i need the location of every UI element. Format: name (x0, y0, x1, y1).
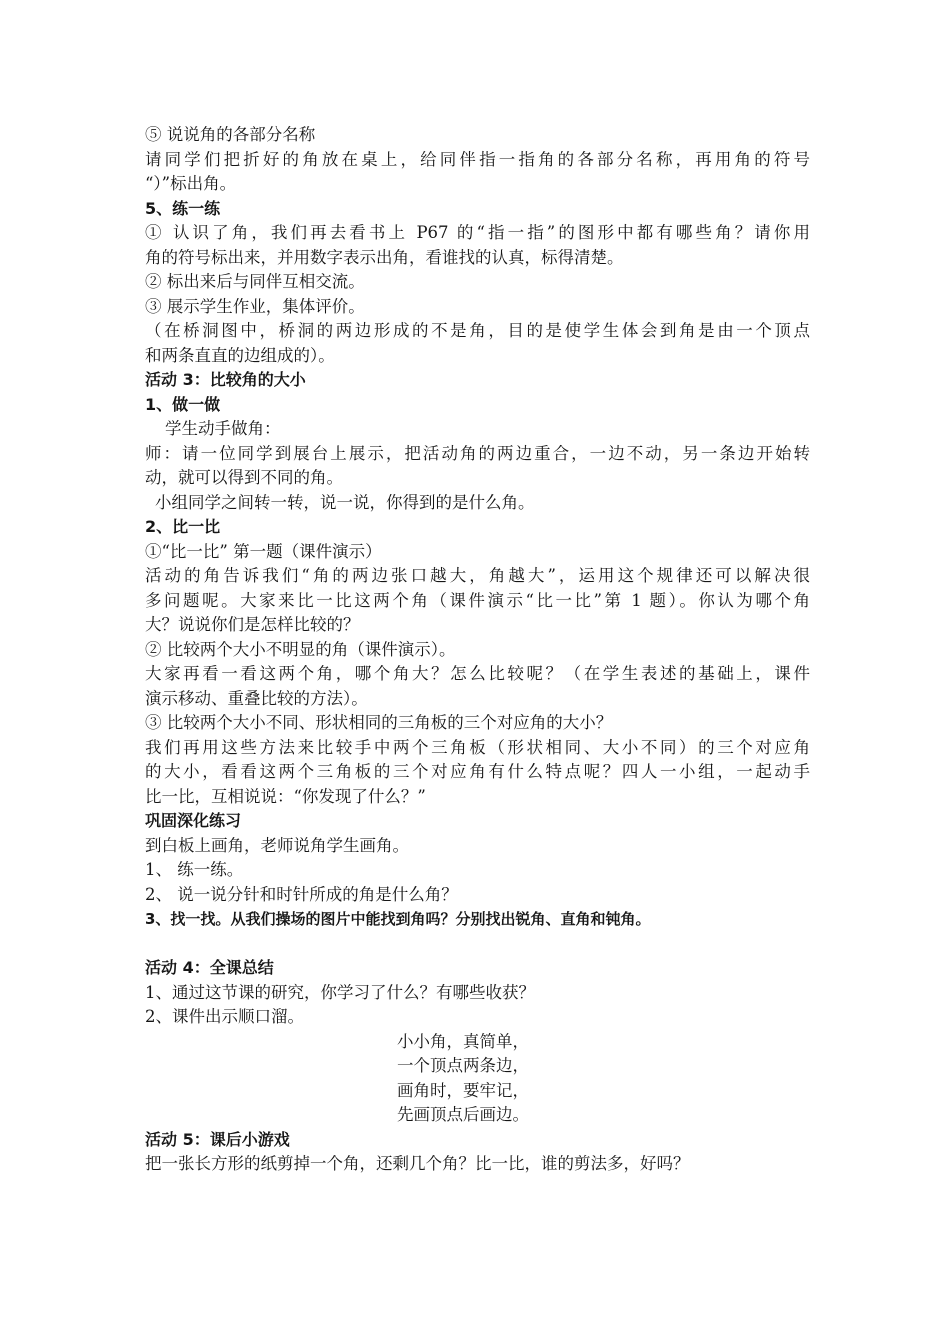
paragraph-line: 把一张长方形的纸剪掉一个角，还剩几个角？比一比，谁的剪法多，好吗？ (145, 1154, 690, 1173)
lesson-plan-body (145, 123, 810, 1177)
paragraph-line: 活动的角告诉我们“角的两边张口越大，角越大”，运用这个规律还可以解决很 (145, 566, 810, 585)
section-heading-do: 1、做一做 (145, 394, 221, 414)
paragraph-line: 比一比，互相说说：“你发现了什么？” (145, 786, 426, 806)
list-item: 2、课件出示顺口溜。 (145, 1007, 304, 1026)
list-item: ② 标出来后与同伴互相交流。 (145, 272, 365, 291)
blank-line (145, 932, 810, 957)
paragraph-line: ① 认识了角，我们再去看书上 P67 的“指一指”的图形中都有哪些角？请你用 (145, 223, 810, 242)
paragraph-line: 和两条直直的边组成的）。 (145, 345, 335, 365)
paragraph-line: 小组同学之间转一转，说一说，你得到的是什么角。 (155, 492, 535, 512)
paragraph-line: 大？说说你们是怎样比较的？ (145, 615, 360, 634)
paragraph-line: 到白板上画角，老师说角学生画角。 (145, 835, 409, 855)
paragraph-line: 演示移动、重叠比较的方法）。 (145, 688, 368, 708)
paragraph-line: （在桥洞图中，桥洞的两边形成的不是角，目的是使学生体会到角是由一个顶点 (145, 321, 810, 340)
rhyme-line: 小小角，真简单， (397, 1031, 529, 1051)
activity-4-heading: 活动 4：全课总结 (145, 958, 274, 977)
paragraph-line: 多问题呢。大家来比一比这两个角（课件演示“比一比”第 1 题）。你认为哪个角 (145, 590, 810, 610)
section-heading-compare: 2、比一比 (145, 517, 221, 536)
paragraph-line: 师：请一位同学到展台上展示，把活动角的两边重合，一边不动，另一条边开始转 (145, 443, 810, 463)
section-heading-practice: 5、练一练 (145, 198, 221, 218)
paragraph-line: 学生动手做角： (165, 419, 281, 438)
paragraph-line: 请同学们把折好的角放在桌上，给同伴指一指角的各部分名称，再用角的符号 (145, 149, 810, 169)
step-5-heading: ⑤ 说说角的各部分名称 (145, 125, 316, 144)
rhyme-line: 先画顶点后画边。 (397, 1105, 529, 1124)
list-item: 2、 说一说分针和时针所成的角是什么角？ (145, 884, 458, 904)
list-item: ③ 比较两个大小不同、形状相同的三角板的三个对应角的大小？ (145, 713, 613, 732)
list-item: ③ 展示学生作业，集体评价。 (145, 296, 365, 316)
paragraph-line: 角的符号标出来，并用数字表示出角，看谁找的认真，标得清楚。 (145, 247, 624, 267)
list-item: ② 比较两个大小不明显的角（课件演示）。 (145, 639, 456, 659)
list-item-bold: 3、找一找。从我们操场的图片中能找到角吗？分别找出锐角、直角和钝角。 (145, 910, 651, 928)
activity-3-heading: 活动 3：比较角的大小 (145, 370, 306, 389)
paragraph-line: 大家再看一看这两个角，哪个角大？怎么比较呢？（在学生表述的基础上，课件 (145, 664, 810, 683)
list-item: 1、 练一练。 (145, 860, 244, 879)
paragraph-line: “）”标出角。 (145, 174, 237, 193)
paragraph-line: 的大小，看看这两个三角板的三个对应角有什么特点呢？四人一小组，一起动手 (145, 762, 810, 781)
list-item: ①“比一比” 第一题（课件演示） (145, 541, 382, 561)
rhyme-line: 一个顶点两条边， (397, 1056, 529, 1075)
paragraph-line: 我们再用这些方法来比较手中两个三角板（形状相同、大小不同）的三个对应角 (145, 737, 810, 757)
paragraph-line: 动，就可以得到不同的角。 (145, 468, 343, 487)
rhyme-line: 画角时，要牢记， (397, 1080, 529, 1100)
consolidation-heading: 巩固深化练习 (145, 811, 242, 830)
list-item: 1、通过这节课的研究，你学习了什么？有哪些收获？ (145, 982, 535, 1002)
activity-5-heading: 活动 5：课后小游戏 (145, 1129, 290, 1149)
